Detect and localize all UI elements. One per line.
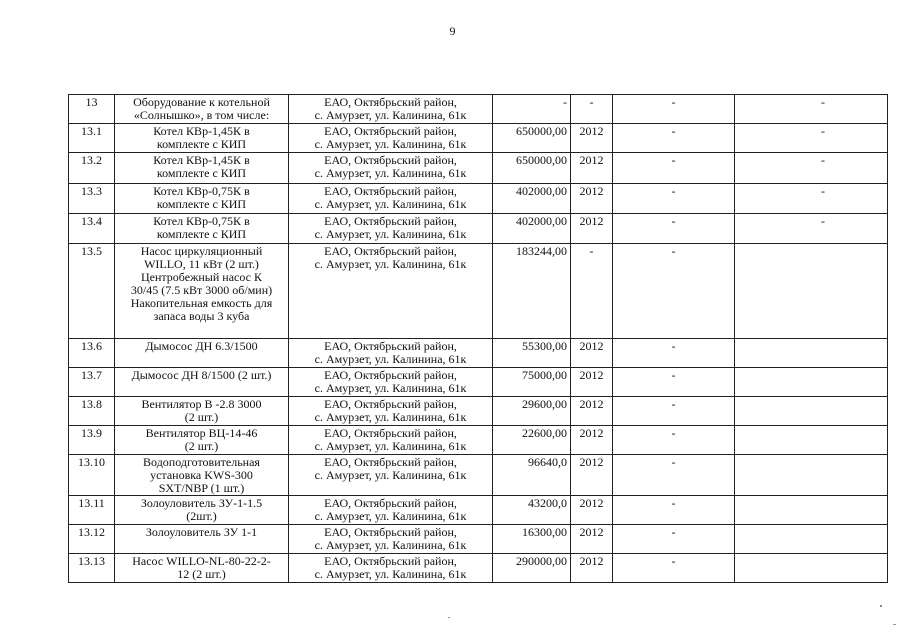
equipment-name-cell [115,554,289,583]
equipment-name-cell [115,184,289,214]
item-number-cell: 13.3 [69,184,115,214]
column-8-cell [735,554,888,583]
year-cell: 2012 [571,525,613,554]
column-8-cell [735,124,888,153]
year-cell: 2012 [571,368,613,397]
page-number: 9 [449,24,456,38]
item-number-cell: 13 [69,95,115,124]
column-8-cell [735,426,888,455]
column-8-value: - [821,124,825,138]
column-8-cell [735,339,888,368]
year-cell: - [571,95,613,124]
column-7-cell: - [613,397,735,426]
address-line: ЕАО, Октябрьский район, [324,426,457,440]
address-line: с. Амурзет, ул. Калинина, 61к [314,137,467,151]
cost-cell: 650000,00 [493,124,571,153]
year-cell: - [571,244,613,339]
equipment-name-line: Золоуловитель ЗУ-1-1.5 [140,496,263,510]
cost-cell: 43200,0 [493,496,571,525]
item-number-cell: 13.13 [69,554,115,583]
table-row [69,455,888,496]
address-line: с. Амурзет, ул. Калинина, 61к [314,509,467,523]
year-cell: 2012 [571,397,613,426]
address-cell [289,554,493,583]
equipment-name-cell [115,525,289,554]
table-row [69,124,888,153]
equipment-name-cell [115,397,289,426]
item-number-cell: 13.5 [69,244,115,339]
address-line: с. Амурзет, ул. Калинина, 61к [314,538,467,552]
column-8-value: - [821,184,825,198]
equipment-name-line: комплекте с КИП [156,137,247,151]
equipment-name-line: запаса воды 3 куба [153,309,250,323]
address-line: ЕАО, Октябрьский район, [324,525,457,539]
column-8-cell [735,153,888,184]
cost-cell: 650000,00 [493,153,571,184]
address-line: с. Амурзет, ул. Калинина, 61к [314,567,467,581]
column-8-cell [735,244,888,339]
table-row [69,397,888,426]
address-cell [289,368,493,397]
column-8-cell [735,397,888,426]
item-number-cell: 13.1 [69,124,115,153]
item-number-cell: 13.11 [69,496,115,525]
address-line: ЕАО, Октябрьский район, [324,368,457,382]
address-cell [289,397,493,426]
table-row [69,184,888,214]
address-line: ЕАО, Октябрьский район, [324,496,457,510]
column-8-cell [735,368,888,397]
equipment-name-line: Котел КВр-0,75К в [153,214,250,228]
equipment-name-cell [115,153,289,184]
column-8-cell [735,525,888,554]
year-cell: 2012 [571,153,613,184]
equipment-name-line: Котел КВр-1,45К в [153,153,250,167]
address-line: ЕАО, Октябрьский район, [324,153,457,167]
column-8-value: - [821,153,825,167]
equipment-name-line: комплекте с КИП [156,227,247,241]
column-7-cell: - [613,244,735,339]
address-line: ЕАО, Октябрьский район, [324,124,457,138]
address-line: с. Амурзет, ул. Калинина, 61к [314,227,467,241]
address-cell [289,339,493,368]
equipment-name-line: Вентилятор В -2.8 3000 [141,397,262,411]
address-cell [289,95,493,124]
column-7-cell: - [613,153,735,184]
column-7-cell: - [613,496,735,525]
address-line: с. Амурзет, ул. Калинина, 61к [314,468,467,482]
table-row [69,496,888,525]
equipment-name-line: (2 шт.) [184,439,219,453]
column-7-cell: - [613,455,735,496]
column-8-cell [735,214,888,244]
address-line: ЕАО, Октябрьский район, [324,397,457,411]
cost-cell: 290000,00 [493,554,571,583]
equipment-name-line: Котел КВр-0,75К в [153,184,250,198]
equipment-name-line: «Солнышко», в том числе: [133,108,270,122]
item-number-cell: 13.12 [69,525,115,554]
column-7-cell: - [613,368,735,397]
cost-cell: 55300,00 [493,339,571,368]
address-line: с. Амурзет, ул. Калинина, 61к [314,197,467,211]
column-7-cell: - [613,95,735,124]
cost-cell: 29600,00 [493,397,571,426]
year-cell: 2012 [571,214,613,244]
equipment-name-line: Центробежный насос К [141,270,262,284]
equipment-name-line: (2шт.) [186,509,217,523]
address-cell [289,496,493,525]
table-row [69,339,888,368]
cost-cell: - [493,95,571,124]
column-7-cell: - [613,339,735,368]
column-8-cell [735,95,888,124]
equipment-name-line: комплекте с КИП [156,197,247,211]
table-row [69,525,888,554]
year-cell: 2012 [571,496,613,525]
scan-speck [893,624,896,625]
equipment-name-cell [115,95,289,124]
item-number-cell: 13.6 [69,339,115,368]
address-line: с. Амурзет, ул. Калинина, 61к [314,410,467,424]
column-8-cell [735,455,888,496]
equipment-name-line: установка KWS-300 [150,468,253,482]
address-cell [289,153,493,184]
address-line: с. Амурзет, ул. Калинина, 61к [314,381,467,395]
equipment-name-line: Котел КВр-1,45К в [153,124,250,138]
cost-cell: 22600,00 [493,426,571,455]
equipment-name-line: (2 шт.) [184,410,219,424]
equipment-name-cell [115,124,289,153]
column-7-cell: - [613,554,735,583]
cost-cell: 183244,00 [493,244,571,339]
cost-cell: 96640,0 [493,455,571,496]
column-7-cell: - [613,525,735,554]
table-row [69,214,888,244]
scan-speck [880,605,882,607]
table-row [69,244,888,339]
item-number-cell: 13.10 [69,455,115,496]
equipment-name-line: Накопительная емкость для [130,296,273,310]
year-cell: 2012 [571,339,613,368]
equipment-name-cell [115,496,289,525]
address-line: ЕАО, Октябрьский район, [324,339,457,353]
address-cell [289,184,493,214]
equipment-name-line: SXT/NBP (1 шт.) [158,481,245,495]
column-7-cell: - [613,426,735,455]
address-cell [289,525,493,554]
equipment-name-line: 12 (2 шт.) [177,567,226,581]
column-8-value: - [821,214,825,228]
cost-cell: 402000,00 [493,184,571,214]
table-row [69,368,888,397]
equipment-name-line: Оборудование к котельной [133,95,270,109]
table-row [69,554,888,583]
equipment-name-line: Дымосос ДН 6.3/1500 [145,339,258,353]
scan-speck [448,617,450,618]
address-line: ЕАО, Октябрьский район, [324,455,457,469]
column-7-cell: - [613,214,735,244]
table-row [69,153,888,184]
equipment-name-line: 30/45 (7.5 кВт 3000 об/мин) [130,283,273,297]
address-cell [289,426,493,455]
column-8-cell [735,184,888,214]
address-line: с. Амурзет, ул. Калинина, 61к [314,166,467,180]
item-number-cell: 13.9 [69,426,115,455]
address-cell [289,244,493,339]
address-line: с. Амурзет, ул. Калинина, 61к [314,439,467,453]
year-cell: 2012 [571,124,613,153]
equipment-name-cell [115,455,289,496]
cost-cell: 402000,00 [493,214,571,244]
equipment-name-line: комплекте с КИП [156,166,247,180]
table-row [69,95,888,124]
year-cell: 2012 [571,455,613,496]
equipment-name-cell [115,368,289,397]
cost-cell: 75000,00 [493,368,571,397]
equipment-name-cell [115,426,289,455]
equipment-name-cell [115,339,289,368]
address-line: ЕАО, Октябрьский район, [324,244,457,258]
item-number-cell: 13.7 [69,368,115,397]
item-number-cell: 13.8 [69,397,115,426]
equipment-name-cell [115,244,289,339]
year-cell: 2012 [571,554,613,583]
address-line: с. Амурзет, ул. Калинина, 61к [314,108,467,122]
address-line: с. Амурзет, ул. Калинина, 61к [314,257,467,271]
equipment-name-line: WILLO, 11 кВт (2 шт.) [144,257,259,271]
address-cell [289,124,493,153]
column-7-cell: - [613,184,735,214]
address-line: ЕАО, Октябрьский район, [324,184,457,198]
address-line: ЕАО, Октябрьский район, [324,214,457,228]
cost-cell: 16300,00 [493,525,571,554]
equipment-name-line: Вентилятор ВЦ-14-46 [145,426,258,440]
address-line: ЕАО, Октябрьский район, [324,554,457,568]
equipment-table [68,94,888,583]
equipment-name-line: Золоуловитель ЗУ 1-1 [145,525,258,539]
equipment-name-line: Водоподготовительная [143,455,260,469]
year-cell: 2012 [571,426,613,455]
equipment-name-line: Насос WILLO-NL-80-22-2- [132,554,271,568]
address-line: ЕАО, Октябрьский район, [324,95,457,109]
column-8-value: - [821,95,825,109]
equipment-name-cell [115,214,289,244]
table-row [69,426,888,455]
column-7-cell: - [613,124,735,153]
column-8-cell [735,496,888,525]
item-number-cell: 13.2 [69,153,115,184]
address-line: с. Амурзет, ул. Калинина, 61к [314,352,467,366]
equipment-name-line: Насос циркуляционный [140,244,263,258]
item-number-cell: 13.4 [69,214,115,244]
address-cell [289,214,493,244]
address-cell [289,455,493,496]
year-cell: 2012 [571,184,613,214]
equipment-name-line: Дымосос ДН 8/1500 (2 шт.) [131,368,272,382]
